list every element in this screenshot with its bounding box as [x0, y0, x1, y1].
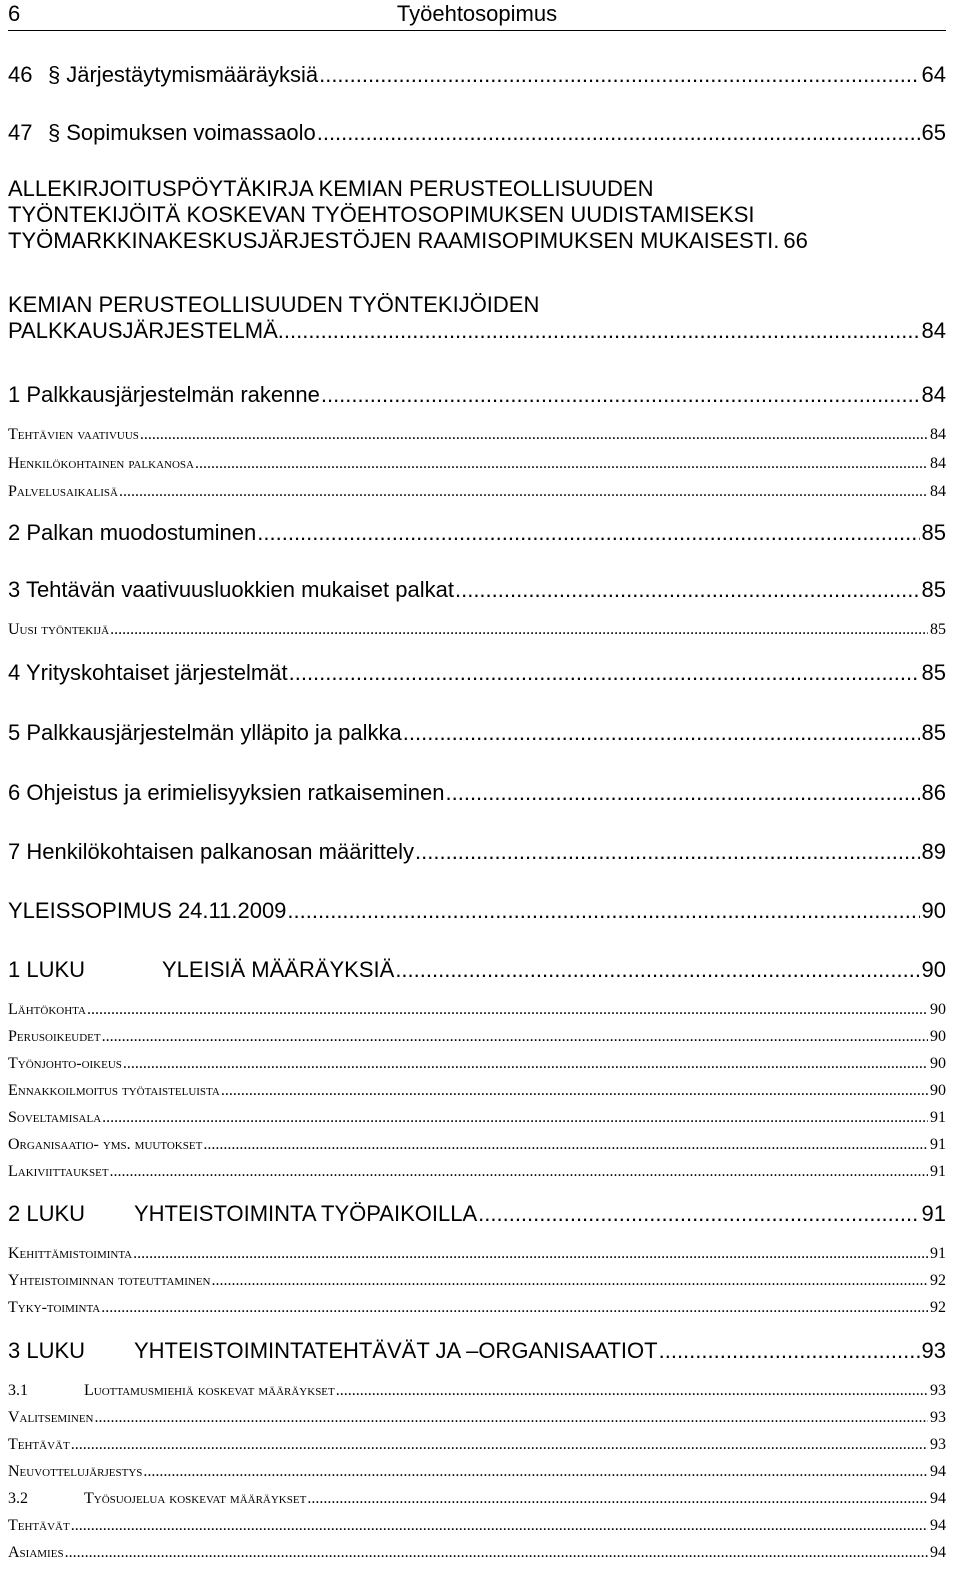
section-sign: §	[48, 62, 61, 87]
toc-entry-number: 47	[8, 120, 33, 145]
toc-subentry[interactable]	[8, 1163, 946, 1181]
toc-entry-number: 46	[8, 62, 33, 87]
toc-subentry[interactable]	[8, 1082, 946, 1100]
toc-entry-label: 4 Yrityskohtaiset järjestelmät	[8, 660, 288, 685]
toc-subentry[interactable]	[8, 1463, 946, 1481]
dot-leader	[221, 1082, 928, 1100]
toc-entry-label: YLEISSOPIMUS 24.11.2009	[8, 898, 287, 923]
dot-leader	[478, 1201, 919, 1227]
toc-entry-page: 94	[930, 1463, 946, 1480]
dot-leader	[95, 1409, 929, 1427]
toc-entry-label: 2 Palkan muodostuminen	[8, 520, 257, 545]
toc-entry-label: Neuvottelujärjestys	[8, 1463, 143, 1480]
toc-subentry[interactable]	[8, 1409, 946, 1427]
toc-subentry[interactable]	[8, 455, 946, 473]
toc-entry-signature-protocol[interactable]	[8, 176, 946, 254]
dot-leader	[140, 426, 928, 444]
toc-entry-page: 65	[921, 120, 946, 145]
dot-leader	[119, 483, 928, 501]
toc-entry-page: 90	[930, 1028, 946, 1045]
toc-entry-label: Työsuojelua koskevat määräykset	[84, 1490, 307, 1507]
toc-entry-page: 90	[921, 898, 946, 923]
toc-entry-chapter-1[interactable]	[8, 957, 946, 983]
toc-entry-label: Tehtävien vaativuus	[8, 426, 139, 443]
dot-leader	[336, 1382, 928, 1400]
dot-leader	[289, 660, 920, 686]
dot-leader	[257, 520, 919, 546]
toc-entry[interactable]	[8, 577, 946, 603]
toc-entry-page: 94	[930, 1517, 946, 1534]
toc-entry-label: YHTEISTOIMINTA TYÖPAIKOILLA	[134, 1201, 478, 1226]
dot-leader	[415, 839, 920, 865]
toc-subentry[interactable]	[8, 1436, 946, 1454]
toc-entry-page: 64	[921, 62, 946, 87]
toc-entry-label: Tehtävät	[8, 1517, 70, 1534]
toc-subentry[interactable]	[8, 1544, 946, 1562]
toc-entry-page: 90	[930, 1001, 946, 1018]
dot-leader	[317, 120, 920, 146]
toc-subentry[interactable]	[8, 426, 946, 444]
toc-entry-page: 84	[921, 382, 946, 407]
toc-entry-page: 93	[921, 1338, 946, 1363]
toc-entry-page: 90	[930, 1082, 946, 1099]
toc-subentry[interactable]	[8, 483, 946, 501]
toc-entry-label: 7 Henkilökohtaisen palkanosan määrittely	[8, 839, 415, 864]
dot-leader	[195, 455, 928, 473]
section-sign: §	[48, 120, 61, 145]
toc-entry-page: 93	[930, 1436, 946, 1453]
chapter-number: 2 LUKU	[8, 1201, 86, 1226]
toc-subentry[interactable]	[8, 1245, 946, 1263]
toc-entry-page: 93	[930, 1409, 946, 1426]
toc-subentry[interactable]	[8, 1055, 946, 1073]
running-title: Työehtosopimus	[396, 1, 558, 26]
toc-entry-label: Lakiviittaukset	[8, 1163, 109, 1180]
dot-leader	[87, 1001, 928, 1019]
toc-entry-page: 91	[930, 1136, 946, 1153]
dot-leader	[110, 621, 928, 639]
toc-subentry[interactable]	[8, 1136, 946, 1154]
dot-leader	[319, 62, 919, 88]
toc-entry-label: Uusi työntekijä	[8, 621, 110, 638]
toc-entry-label: Organisaatio- yms. muutokset	[8, 1136, 203, 1153]
toc-entry-label: 1 Palkkausjärjestelmän rakenne	[8, 382, 320, 407]
toc-entry-page: 92	[930, 1272, 946, 1289]
toc-entry-label-line-2: TYÖNTEKIJÖITÄ KOSKEVAN TYÖEHTOSOPIMUKSEN UUDISTAMISEKSI	[8, 202, 755, 227]
dot-leader	[102, 1109, 928, 1127]
toc-entry-page: 85	[921, 520, 946, 545]
toc-entry-page: 92	[930, 1299, 946, 1316]
toc-entry-page: 94	[930, 1544, 946, 1561]
chapter-number: 3 LUKU	[8, 1338, 86, 1363]
toc-subentry[interactable]	[8, 1109, 946, 1127]
chapter-number: 1 LUKU	[8, 957, 86, 982]
toc-entry-page: 91	[930, 1245, 946, 1262]
toc-entry-page: 93	[930, 1382, 946, 1399]
toc-entry-label: Perusoikeudet	[8, 1028, 101, 1045]
toc-entry[interactable]	[8, 660, 946, 686]
dot-leader	[71, 1517, 928, 1535]
toc-entry-page: 91	[921, 1201, 946, 1226]
toc-entry-page: 86	[921, 780, 946, 805]
dot-leader	[659, 1338, 920, 1364]
toc-entry-page: 94	[930, 1490, 946, 1507]
toc-entry-label: Kehittämistoiminta	[8, 1245, 133, 1262]
toc-subentry-3-2[interactable]	[8, 1490, 946, 1508]
toc-entry-label: Järjestäytymismääräyksiä	[66, 62, 319, 87]
toc-subentry[interactable]	[8, 1299, 946, 1317]
toc-entry[interactable]	[8, 839, 946, 865]
toc-subentry[interactable]	[8, 1517, 946, 1535]
toc-subentry[interactable]	[8, 1001, 946, 1019]
toc-entry-label: Tyky-toiminta	[8, 1299, 101, 1316]
toc-entry-section-47[interactable]	[8, 120, 946, 146]
toc-entry-page: 91	[930, 1109, 946, 1126]
dot-leader	[110, 1163, 928, 1181]
toc-entry[interactable]	[8, 898, 946, 924]
dot-leader	[102, 1028, 928, 1046]
toc-entry-section-46[interactable]	[8, 62, 946, 88]
toc-entry-label: Sopimuksen voimassaolo	[66, 120, 316, 145]
dot-leader	[403, 720, 920, 746]
dot-leader	[143, 1463, 928, 1481]
dot-leader	[278, 318, 920, 344]
toc-subentry[interactable]	[8, 621, 946, 639]
dot-leader	[446, 780, 920, 806]
toc-entry-page: 84	[930, 483, 946, 500]
toc-entry-label: Valitseminen	[8, 1409, 94, 1426]
toc-entry-page: 85	[921, 577, 946, 602]
dot-leader	[101, 1299, 928, 1317]
dot-leader	[123, 1055, 928, 1073]
toc-entry[interactable]	[8, 382, 946, 408]
dot-leader	[287, 898, 919, 924]
toc-entry-label: Soveltamisala	[8, 1109, 102, 1126]
toc-entry-page: 84	[930, 426, 946, 443]
toc-entry-page: 84	[921, 318, 946, 343]
toc-entry-label: Asiamies	[8, 1544, 64, 1561]
toc-entry-page: 85	[921, 660, 946, 685]
toc-entry-label: Tehtävät	[8, 1436, 70, 1453]
toc-entry-page: 90	[921, 957, 946, 982]
toc-entry[interactable]	[8, 720, 946, 746]
page-header	[8, 0, 946, 31]
toc-entry-label: Henkilökohtainen palkanosa	[8, 455, 194, 472]
dot-leader	[65, 1544, 928, 1562]
toc-entry-label: Yhteistoiminnan toteuttaminen	[8, 1272, 211, 1289]
dot-leader	[321, 382, 920, 408]
dot-leader	[203, 1136, 928, 1154]
toc-entry[interactable]	[8, 780, 946, 806]
toc-entry-page: 91	[930, 1163, 946, 1180]
toc-entry-label: Palvelusaikalisä	[8, 483, 118, 500]
toc-entry-label: 6 Ohjeistus ja erimielisyyksien ratkaiseminen	[8, 780, 445, 805]
dot-leader	[307, 1490, 928, 1508]
dot-leader	[71, 1436, 928, 1454]
toc-entry-label: Luottamusmiehiä koskevat määräykset	[84, 1382, 335, 1399]
toc-entry-chapter-3[interactable]	[8, 1338, 946, 1364]
toc-entry-chapter-2[interactable]	[8, 1201, 946, 1227]
toc-entry-label-line-1: ALLEKIRJOITUSPÖYTÄKIRJA KEMIAN PERUSTEOLLISUUDEN	[8, 176, 654, 201]
toc-subentry[interactable]	[8, 1272, 946, 1290]
toc-entry[interactable]	[8, 520, 946, 546]
subsection-number: 3.1	[8, 1382, 28, 1399]
toc-entry-page: 85	[921, 720, 946, 745]
toc-entry-label: Työnjohto-oikeus	[8, 1055, 122, 1072]
toc-entry-pay-system[interactable]	[8, 292, 946, 344]
toc-entry-label-line-3: TYÖMARKKINAKESKUSJÄRJESTÖJEN RAAMISOPIMUKSEN MUKAISESTI.	[8, 228, 780, 253]
toc-subentry-3-1[interactable]	[8, 1382, 946, 1400]
toc-entry-page: 89	[921, 839, 946, 864]
dot-leader	[455, 577, 920, 603]
page-number: 6	[8, 1, 21, 26]
toc-entry-label: 3 Tehtävän vaativuusluokkien mukaiset palkat	[8, 577, 454, 602]
toc-entry-label: 5 Palkkausjärjestelmän ylläpito ja palkka	[8, 720, 402, 745]
dot-leader	[395, 957, 919, 983]
toc-subentry[interactable]	[8, 1028, 946, 1046]
dot-leader	[133, 1245, 928, 1263]
toc-entry-label: Lähtökohta	[8, 1001, 86, 1018]
subsection-number: 3.2	[8, 1490, 28, 1507]
toc-entry-label-line-2: PALKKAUSJÄRJESTELMÄ	[8, 318, 278, 343]
toc-entry-label: Ennakkoilmoitus työtaisteluista	[8, 1082, 220, 1099]
toc-entry-page: 85	[930, 621, 946, 638]
toc-entry-page: 90	[930, 1055, 946, 1072]
dot-leader	[211, 1272, 928, 1290]
toc-entry-label-line-1: KEMIAN PERUSTEOLLISUUDEN TYÖNTEKIJÖIDEN	[8, 292, 540, 317]
toc-entry-label: YLEISIÄ MÄÄRÄYKSIÄ	[162, 957, 395, 982]
toc-entry-label: YHTEISTOIMINTATEHTÄVÄT JA –ORGANISAATIOT	[134, 1338, 658, 1363]
toc-entry-page: 66	[783, 228, 808, 253]
toc-entry-page: 84	[930, 455, 946, 472]
